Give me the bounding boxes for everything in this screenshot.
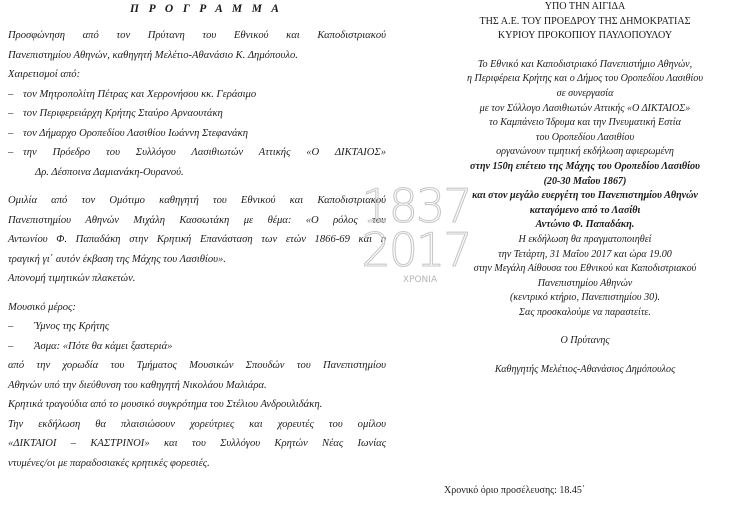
music-item: – Ύμνος της Κρήτης [8,321,110,332]
welcome-line-2: Πανεπιστημίου Αθηνών, καθηγητή Μελέτιο-Αθανάσιο Κ. Δημόπουλο. [8,49,298,61]
dances-line-4: ντυμένες/οι με παραδοσιακές κρητικές φορεσιές. [8,457,210,469]
aegis-line-3: ΚΥΡΙΟΥ ΠΡΟΚΟΠΙΟΥ ΠΑΥΛΟΠΟΥΛΟΥ [497,30,673,42]
plaques-line: Απονομή τιμητικών πλακετών. [8,273,136,284]
aegis-line-1: ΥΠΟ ΤΗΝ ΑΙΓΙΔΑ [544,1,626,12]
greeting-item: – τον Δήμαρχο Οροπεδίου Λασιθίου Ιωάννη Στεφανάκη [8,127,248,139]
choir-line-2: Αθηνών υπό την διεύθυνση του καθηγητή Νικολάου Μαλιάρα. [8,379,267,391]
when-line-1: Η εκδήλωση θα πραγματοποιηθεί [518,233,652,245]
organizers-line-7: οργανώνουν τιμητική εκδήλωση αφιερωμένη [496,146,674,158]
dances-line-2: Την εκδήλωση θα πλαισιώσουν χορεύτριες και χορευτές του ομίλου [8,418,386,430]
honor-line-2: (20-30 Μαΐου 1867) [543,175,627,187]
organizers-line-3: σε συνεργασία [556,87,614,99]
arrival-deadline: Χρονικό όριο προσέλευσης: 18.45΄ [444,485,586,496]
dances-line-1: Κρητικά τραγούδια από το μουσικό συγκρότημα του Στέλιου Ανδρουλιδάκη. [8,399,323,410]
where-line-1: στην Μεγάλη Αίθουσα του Εθνικού και Καποδιστριακού [473,263,697,275]
where-line-2: Πανεπιστημίου Αθηνών [537,277,633,289]
aegis-line-2: ΤΗΣ Α.Ε. ΤΟΥ ΠΡΟΕΔΡΟΥ ΤΗΣ ΔΗΜΟΚΡΑΤΙΑΣ [479,15,691,27]
dances-line-3: «ΔΙΚΤΑΙΟΙ – ΚΑΣΤΡΙΝΟΙ» και του Συλλόγου Κρητών Νέας Ιωνίας [8,438,386,449]
speech-line-3: Αντωνίου Φ. Παπαδάκη στην Κρητική Επανάσταση των ετών 1866-69 και η [8,234,386,245]
speech-line-1: Ομιλία από τον Ομότιμο καθηγητή του Εθνικού και Καποδιστριακού [8,195,386,206]
speech-line-2: Πανεπιστημίου Αθηνών Μιχάλη Κασσωτάκη με θέμα: «Ο ρόλος του [8,214,386,226]
program-title: Π Ρ Ο Γ Ρ Α Μ Μ Α [130,3,283,15]
honor-line-5: Αντώνιο Φ. Παπαδάκη. [535,219,635,231]
greeting-item-cont: Δρ. Δέσποινα Δαμιανάκη-Ουρανού. [35,166,184,178]
organizers-line-5: το Καμπάνειο Ίδρυμα και την Πνευματική Εστία [489,117,681,129]
choir-line-1: από την χορωδία του Τμήματος Μουσικών Σπουδών του Πανεπιστημίου [8,360,386,371]
watermark-label: ΧΡΟΝΙΑ [402,275,438,285]
organizers-line-2: η Περιφέρεια Κρήτης και ο Δήμος του Οροπεδίου Λασιθίου [467,73,703,85]
greetings-label: Χαιρετισμοί από: [8,69,81,80]
organizers-line-4: με τον Σύλλογο Λασιθιωτών Αττικής «Ο ΔΙΚΤΑΙΟΣ» [479,102,691,114]
watermark-year-from: 1837 [361,179,471,233]
organizers-line-1: Το Εθνικό και Καποδιστριακό Πανεπιστήμιο Αθηνών, [477,58,693,70]
music-item: – Άσμα: «Πότε θα κάμει ξαστεριά» [8,340,173,352]
greeting-item: – τον Περιφερειάρχη Κρήτης Σταύρο Αρναουτάκη [8,108,223,119]
honor-line-3: και στον μεγάλο ευεργέτη του Πανεπιστημίου Αθηνών [472,190,698,202]
welcome-line-1: Προσφώνηση από τον Πρύτανη του Εθνικού και Καποδιστριακού [8,30,386,41]
invite-line: Σας προσκαλούμε να παραστείτε. [519,306,651,318]
speech-line-4: τραγική γι΄ αυτόν έκβαση της Μάχης του Λασιθίου». [8,253,226,265]
honor-line-4: καταγόμενο από το Λασίθι [529,204,641,216]
watermark-year-to: 2017 [361,223,471,277]
honor-line-1: στην 150η επέτειο της Μάχης του Οροπεδίου Λασιθίου [470,160,700,172]
rector-name: Καθηγητής Μελέτιος-Αθανάσιος Δημόπουλος [494,364,676,376]
invitation-column [432,0,738,378]
program-column [8,0,386,473]
greeting-item: – τον Μητροπολίτη Πέτρας και Χερρονήσου κκ. Γεράσιμο [8,88,257,100]
greeting-item: – την Πρόεδρο του Συλλόγου Λασιθιωτών Αττικής «Ο ΔΙΚΤΑΙΟΣ» [8,147,386,158]
organizers-line-6: του Οροπεδίου Λασιθίου [535,131,635,143]
where-line-3: (κεντρικό κτήριο, Πανεπιστημίου 30). [509,292,661,304]
rector-title: Ο Πρύτανης [560,335,610,347]
when-line-2: την Τετάρτη, 31 Μαΐου 2017 και ώρα 19.00 [498,248,672,260]
music-label: Μουσικό μέρος: [8,301,76,313]
